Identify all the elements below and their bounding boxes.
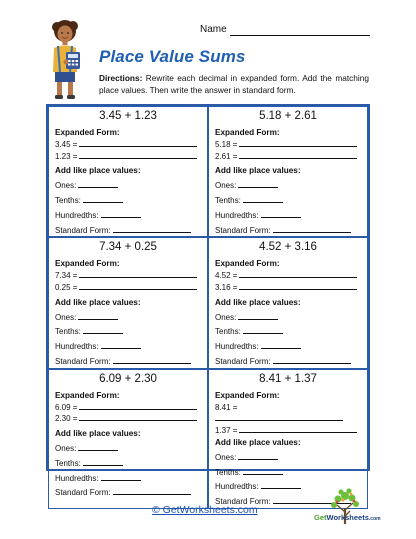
answer-blank[interactable] (238, 180, 278, 188)
tenths-label: Tenths: (55, 327, 81, 337)
number-label: 1.23 = (55, 151, 78, 161)
answer-blank[interactable] (273, 356, 351, 364)
hundredths-label: Hundredths: (55, 473, 99, 483)
tenths-row (215, 326, 361, 338)
add-place-values-heading: Add like place values: (215, 166, 301, 176)
tenths-row (215, 467, 361, 479)
hundredths-row (55, 210, 201, 222)
standard-form-label: Standard Form: (215, 356, 271, 366)
tenths-label: Tenths: (55, 195, 81, 205)
name-field[interactable] (200, 22, 370, 38)
page-title: Place Value Sums (99, 47, 246, 66)
logo-worksheets: Worksheets (326, 513, 369, 522)
problem-expression: 6.09 + 2.30 (99, 372, 157, 385)
answer-blank[interactable] (238, 452, 278, 460)
problem-expression: 4.52 + 3.16 (259, 241, 317, 254)
standard-form-row (55, 225, 201, 237)
ones-row (215, 452, 361, 464)
answer-blank[interactable] (101, 473, 141, 481)
tenths-label: Tenths: (215, 467, 241, 477)
number-label: 3.45 = (55, 139, 78, 149)
site-link[interactable]: © GetWorksheets.com (152, 504, 258, 516)
add-place-values-heading: Add like place values: (55, 297, 141, 307)
ones-label: Ones: (55, 443, 77, 453)
name-label: Name (200, 24, 227, 35)
standard-form-row (215, 225, 361, 237)
answer-blank[interactable] (239, 270, 357, 278)
expanded-row (215, 139, 361, 151)
ones-label: Ones: (55, 181, 77, 191)
expanded-row (55, 151, 201, 163)
add-place-values-heading: Add like place values: (55, 166, 141, 176)
answer-blank[interactable] (243, 326, 283, 334)
standard-form-row (55, 487, 201, 499)
answer-blank[interactable] (79, 282, 197, 290)
expanded-continuation-row (215, 413, 361, 425)
answer-blank[interactable] (79, 413, 197, 421)
number-label: 3.16 = (215, 282, 238, 292)
standard-form-label: Standard Form: (55, 488, 111, 498)
hundredths-row (55, 473, 201, 485)
directions-text: Rewrite each decimal in expanded form. Add the matching place values. Then write the answer in standard form. (99, 73, 369, 95)
number-label: 2.61 = (215, 151, 238, 161)
answer-blank[interactable] (78, 180, 118, 188)
expanded-form-heading: Expanded Form: (215, 390, 280, 400)
number-label: 8.41 = (215, 402, 238, 412)
expanded-form-heading: Expanded Form: (215, 259, 280, 269)
directions (99, 72, 369, 96)
add-place-values-heading: Add like place values: (215, 297, 301, 307)
directions-label: Directions: (99, 73, 143, 83)
answer-blank[interactable] (238, 312, 278, 320)
answer-blank[interactable] (78, 443, 118, 451)
hundredths-label: Hundredths: (215, 342, 259, 352)
logo-com: .com (368, 516, 381, 522)
problem-box (208, 106, 368, 237)
hundredths-row (55, 341, 201, 353)
expanded-form-heading: Expanded Form: (215, 128, 280, 137)
answer-blank[interactable] (239, 151, 357, 159)
expanded-row (215, 282, 361, 294)
answer-blank[interactable] (113, 225, 191, 233)
tenths-row (55, 326, 201, 338)
hundredths-row (215, 341, 361, 353)
tenths-label: Tenths: (215, 195, 241, 205)
expanded-row (55, 282, 201, 294)
standard-form-label: Standard Form: (55, 356, 111, 366)
expanded-row (215, 402, 361, 414)
ones-label: Ones: (215, 312, 237, 322)
expanded-form-heading: Expanded Form: (55, 259, 120, 269)
add-place-values-heading: Add like place values: (215, 437, 301, 447)
ones-label: Ones: (215, 181, 237, 191)
hundredths-label: Hundredths: (55, 210, 99, 220)
expanded-row (55, 139, 201, 151)
problem-box (48, 369, 208, 509)
ones-label: Ones: (55, 312, 77, 322)
logo-wordmark (314, 513, 380, 522)
problem-expression: 3.45 + 1.23 (99, 110, 157, 122)
expanded-row (215, 425, 361, 437)
expanded-form-heading: Expanded Form: (55, 390, 120, 400)
answer-blank[interactable] (79, 402, 197, 410)
problem-grid (46, 104, 370, 507)
answer-blank[interactable] (78, 312, 118, 320)
ones-row (55, 443, 201, 455)
answer-blank[interactable] (83, 326, 123, 334)
ones-row (55, 180, 201, 192)
tenths-label: Tenths: (215, 327, 241, 337)
answer-blank[interactable] (83, 195, 123, 203)
answer-blank[interactable] (215, 413, 343, 421)
problem-box (48, 237, 208, 368)
tenths-label: Tenths: (55, 458, 81, 468)
answer-blank[interactable] (273, 225, 351, 233)
answer-blank[interactable] (79, 270, 197, 278)
answer-blank[interactable] (243, 195, 283, 203)
answer-blank[interactable] (261, 481, 301, 489)
problem-expression: 8.41 + 1.37 (259, 372, 317, 385)
answer-blank[interactable] (79, 151, 197, 159)
ones-label: Ones: (215, 452, 237, 462)
answer-blank[interactable] (261, 210, 301, 218)
answer-blank[interactable] (101, 210, 141, 218)
ones-row (55, 312, 201, 324)
logo-get: Get (314, 513, 327, 522)
answer-blank[interactable] (261, 341, 301, 349)
problem-box (208, 237, 368, 368)
expanded-row (215, 270, 361, 282)
expanded-row (55, 402, 201, 414)
tenths-row (55, 458, 201, 470)
answer-blank[interactable] (83, 458, 123, 466)
tenths-row (55, 195, 201, 207)
answer-blank[interactable] (239, 139, 357, 147)
answer-blank[interactable] (113, 487, 191, 495)
number-label: 1.37 = (215, 426, 238, 436)
add-place-values-heading: Add like place values: (55, 429, 141, 439)
hundredths-label: Hundredths: (55, 342, 99, 352)
number-label: 0.25 = (55, 282, 78, 292)
standard-form-label: Standard Form: (215, 497, 271, 507)
answer-blank[interactable] (239, 282, 357, 290)
ones-row (215, 312, 361, 324)
hundredths-label: Hundredths: (215, 210, 259, 220)
hundredths-row (215, 210, 361, 222)
standard-form-row (55, 356, 201, 368)
answer-blank[interactable] (79, 139, 197, 147)
problem-box (48, 106, 208, 237)
number-label: 5.18 = (215, 139, 238, 149)
problem-expression: 5.18 + 2.61 (259, 110, 317, 122)
number-label: 2.30 = (55, 414, 78, 424)
student-clipart (46, 18, 90, 102)
number-label: 4.52 = (215, 271, 238, 281)
number-label: 7.34 = (55, 271, 78, 281)
answer-blank[interactable] (113, 356, 191, 364)
standard-form-label: Standard Form: (55, 225, 111, 235)
expanded-row (215, 151, 361, 163)
name-line[interactable] (230, 35, 370, 36)
answer-blank[interactable] (239, 425, 357, 433)
answer-blank[interactable] (243, 467, 283, 475)
standard-form-row (215, 356, 361, 368)
number-label: 6.09 = (55, 402, 78, 412)
expanded-row (55, 270, 201, 282)
expanded-row (55, 413, 201, 425)
ones-row (215, 180, 361, 192)
expanded-form-heading: Expanded Form: (55, 128, 120, 137)
problem-expression: 7.34 + 0.25 (99, 241, 157, 254)
answer-blank[interactable] (101, 341, 141, 349)
standard-form-label: Standard Form: (215, 225, 271, 235)
tenths-row (215, 195, 361, 207)
hundredths-label: Hundredths: (215, 482, 259, 492)
